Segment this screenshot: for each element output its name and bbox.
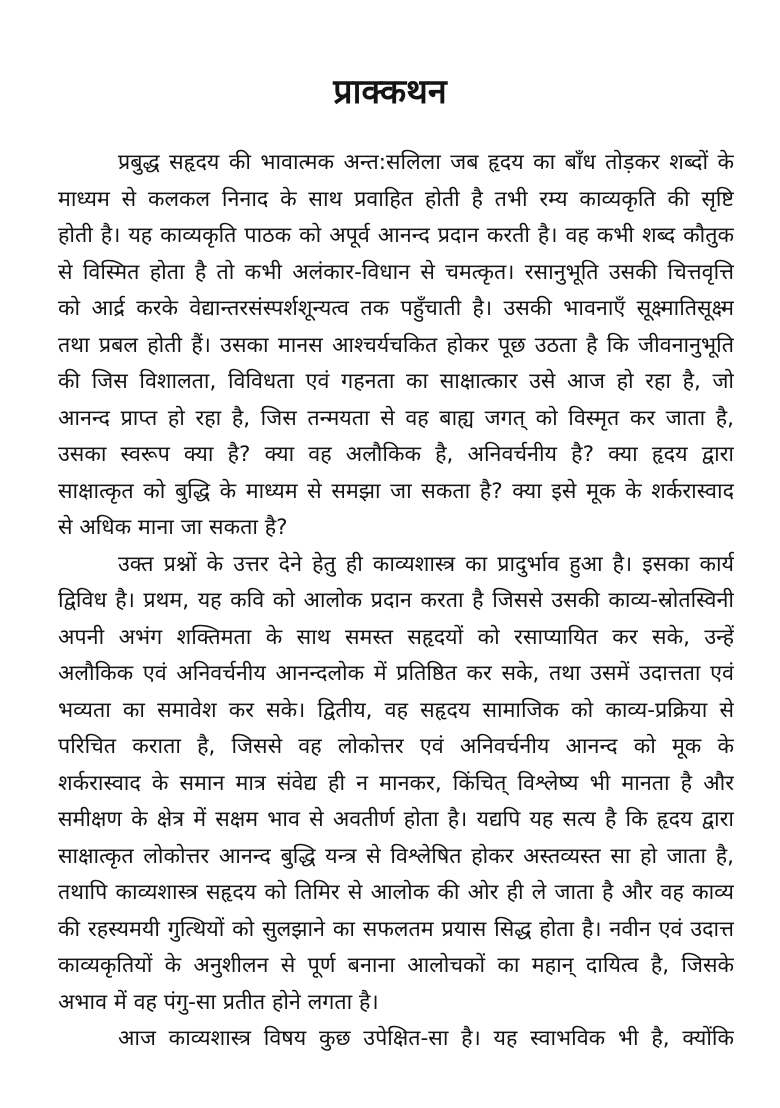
- text-line: से अधिक माना जा सकता है?: [58, 515, 288, 540]
- text-line: की जिस विशालता, विविधता एवं गहनता का साक्षात्कार उसे आज हो रहा है, जो: [58, 369, 734, 394]
- text-line: आनन्द प्राप्त हो रहा है, जिस तन्मयता से वह बाह्य जगत् को विस्मृत कर जाता है,: [58, 405, 734, 431]
- text-line: अभाव में वह पंगु-सा प्रतीत होने लगता है।: [58, 989, 379, 1015]
- text-line: द्विविध है। प्रथम, यह कवि को आलोक प्रदान करता है जिससे उसकी काव्य-स्रोतस्विनी: [58, 588, 734, 613]
- text-line: परिचित कराता है, जिससे वह लोकोत्तर एवं अनिवर्चनीय आनन्द को मूक के: [58, 734, 734, 759]
- text-line: प्रबुद्ध सहृदय की भावात्मक अन्त:सलिला जब हृदय का बाँध तोड़कर शब्दों के: [118, 150, 734, 175]
- text-line: तथा प्रबल होती हैं। उसका मानस आश्चर्यचकित होकर पूछ उठता है कि जीवनानुभूति: [58, 332, 734, 358]
- text-line: उसका स्वरूप क्या है? क्या वह अलौकिक है, अनिवर्चनीय है? क्या हृदय द्वारा: [58, 442, 734, 467]
- text-line: भव्यता का समावेश कर सके। द्वितीय, वह सहृदय सामाजिक को काव्य-प्रक्रिया से: [58, 697, 734, 723]
- page-title: प्राक्कथन: [333, 72, 447, 112]
- text-line: उक्त प्रश्नों के उत्तर देने हेतु ही काव्यशास्त्र का प्रादुर्भाव हुआ है। इसका कार्य: [118, 551, 734, 577]
- text-line: माध्यम से कलकल निनाद के साथ प्रवाहित होती है तभी रम्य काव्यकृति की सृष्टि: [58, 186, 734, 212]
- text-line: अपनी अभंग शक्तिमता के साथ समस्त सहृदयों को रसाप्यायित कर सके, उन्हें: [58, 624, 734, 650]
- text-line: आज काव्यशास्त्र विषय कुछ उपेक्षित-सा है। यह स्वाभविक भी है, क्योंकि: [118, 1026, 734, 1051]
- text-line: शर्करास्वाद के समान मात्र संवेद्य ही न मानकर, किंचित् विश्लेष्य भी मानता है और: [58, 770, 734, 796]
- text-line: साक्षात्कृत को बुद्धि के माध्यम से समझा जा सकता है? क्या इसे मूक के शर्करास्वाद: [58, 478, 734, 504]
- text-line: अलौकिक एवं अनिवर्चनीय आनन्दलोक में प्रतिष्ठित कर सके, तथा उसमें उदात्तता एवं: [58, 661, 734, 686]
- body-text: [58, 145, 734, 1058]
- text-line: से विस्मित होता है तो कभी अलंकार-विधान से चमत्कृत। रसानुभूति उसकी चित्तवृत्ति: [58, 259, 734, 285]
- text-line: की रहस्यमयी गुत्थियों को सुलझाने का सफलतम प्रयास सिद्ध होता है। नवीन एवं उदात्त: [58, 916, 734, 942]
- text-line: समीक्षण के क्षेत्र में सक्षम भाव से अवतीर्ण होता है। यद्यपि यह सत्य है कि हृदय द्वारा: [58, 807, 734, 832]
- text-line: तथापि काव्यशास्त्र सहृदय को तिमिर से आलोक की ओर ही ले जाता है और वह काव्य: [58, 880, 734, 905]
- text-line: होती है। यह काव्यकृति पाठक को अपूर्व आनन्द प्रदान करती है। वह कभी शब्द कौतुक: [58, 223, 734, 248]
- text-line: काव्यकृतियों के अनुशीलन से पूर्ण बनाना आलोचकों का महान् दायित्व है, जिसके: [58, 953, 734, 978]
- text-line: साक्षात्कृत लोकोत्तर आनन्द बुद्धि यन्त्र से विश्लेषित होकर अस्तव्यस्त सा हो जाता है,: [58, 843, 734, 869]
- text-line: को आर्द्र करके वेद्यान्तरसंस्पर्शशून्यत्व तक पहुँचाती है। उसकी भावनाएँ सूक्ष्मातिसूक्ष्म: [58, 296, 734, 321]
